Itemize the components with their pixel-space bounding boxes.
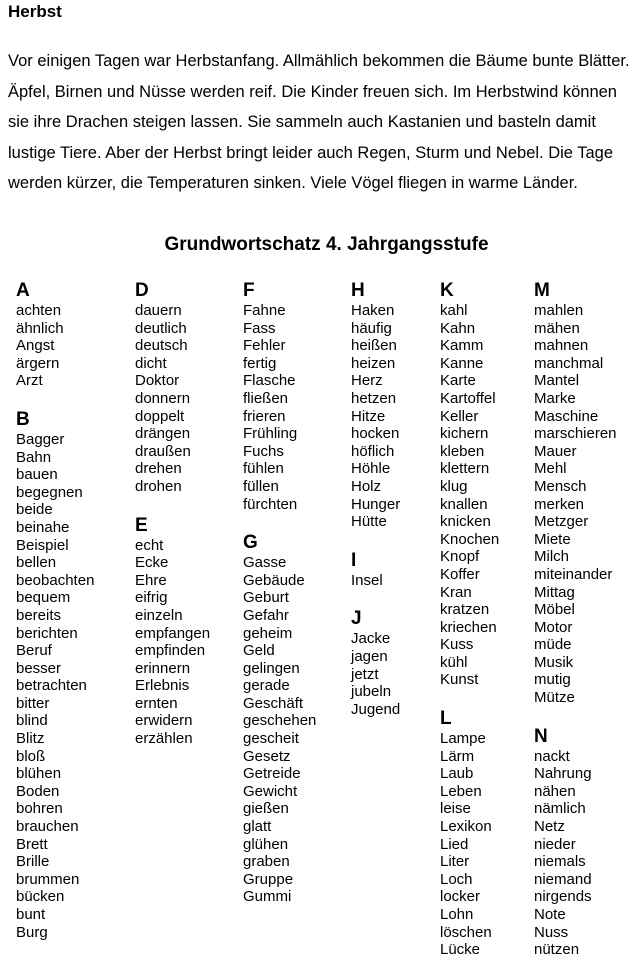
vocab-word: gerade <box>243 677 290 695</box>
vocab-word: drehen <box>135 460 182 478</box>
vocab-word: Bagger <box>16 430 65 448</box>
vocab-word: kriechen <box>440 618 497 636</box>
vocab-word: nämlich <box>534 800 586 818</box>
vocab-word: Bahn <box>16 448 52 466</box>
letter-heading: M <box>534 280 550 301</box>
vocab-word: erwidern <box>135 712 193 730</box>
vocab-word: Flasche <box>243 372 296 390</box>
vocab-word: graben <box>243 853 290 871</box>
vocab-word: ärgern <box>16 354 60 372</box>
vocab-word: Erlebnis <box>135 677 190 695</box>
vocab-word: Maschine <box>534 407 599 425</box>
vocab-word: Mütze <box>534 689 575 707</box>
vocab-word: geschehen <box>243 712 317 730</box>
vocab-word: Gummi <box>243 888 292 906</box>
vocab-word: Gasse <box>243 554 287 572</box>
vocab-word: gelingen <box>243 659 300 677</box>
vocab-word: Mensch <box>534 477 587 495</box>
vocab-word: mutig <box>534 671 571 689</box>
vocab-word: Lücke <box>440 941 481 959</box>
vocab-word: müde <box>534 636 572 654</box>
vocab-word: locker <box>440 888 481 906</box>
vocab-word: Loch <box>440 870 473 888</box>
vocab-word: berichten <box>16 624 78 642</box>
vocab-word: bücken <box>16 888 65 906</box>
vocab-word: geheim <box>243 624 293 642</box>
vocab-column <box>534 279 617 959</box>
vocab-word: achten <box>16 302 62 319</box>
vocab-word: gießen <box>243 800 289 818</box>
vocab-word: blind <box>16 712 48 730</box>
story-line: lustige Tiere. Aber der Herbst bringt leider auch Regen, Sturm und Nebel. Die Tage <box>8 143 614 162</box>
vocab-word: mahlen <box>534 302 584 319</box>
vocab-word: Geschäft <box>243 694 304 712</box>
vocab-column <box>135 279 210 748</box>
letter-group <box>135 514 210 748</box>
vocab-word: miteinander <box>534 565 613 583</box>
letter-heading: H <box>351 280 365 301</box>
vocab-word: Brille <box>16 853 50 871</box>
vocab-word: Kuss <box>440 636 474 654</box>
vocab-word: nieder <box>534 835 576 853</box>
vocab-word: Karte <box>440 372 476 390</box>
vocab-word: Blitz <box>16 730 45 748</box>
vocab-word: klettern <box>440 460 490 478</box>
vocab-word: nirgends <box>534 888 592 906</box>
vocab-word: Kunst <box>440 671 479 689</box>
vocab-word: Hunger <box>351 495 401 513</box>
letter-group <box>16 408 94 941</box>
vocab-word: nähen <box>534 782 576 800</box>
vocab-word: frieren <box>243 407 286 425</box>
vocab-word: Gebäude <box>243 571 305 589</box>
letter-group <box>243 279 316 513</box>
vocab-word: Frühling <box>243 425 298 443</box>
vocab-word: füllen <box>243 477 279 495</box>
vocab-word: Angst <box>16 337 55 355</box>
vocab-word: manchmal <box>534 354 604 372</box>
letter-group <box>351 607 400 718</box>
vocab-word: deutsch <box>135 337 188 355</box>
vocab-word: gescheit <box>243 730 299 748</box>
vocab-column <box>351 279 400 718</box>
vocab-word: fürchten <box>243 495 298 513</box>
vocab-word: klug <box>440 477 468 495</box>
vocab-word: Fehler <box>243 337 286 355</box>
vocab-word: empfangen <box>135 624 211 642</box>
vocab-word: nackt <box>534 747 570 765</box>
vocab-word: marschieren <box>534 425 617 443</box>
vocab-word: heißen <box>351 337 397 355</box>
vocab-word: Boden <box>16 782 60 800</box>
vocab-word: Metzger <box>534 513 589 531</box>
vocab-word: fühlen <box>243 460 284 478</box>
vocab-word: erinnern <box>135 659 191 677</box>
vocab-word: Marke <box>534 389 576 407</box>
vocab-word: Gefahr <box>243 606 289 624</box>
vocab-word: Gewicht <box>243 782 298 800</box>
vocab-word: beinahe <box>16 518 70 536</box>
letter-heading: L <box>440 708 452 730</box>
vocab-word: beobachten <box>16 571 95 589</box>
vocab-word: Mehl <box>534 460 567 478</box>
vocab-word: Kanne <box>440 354 484 372</box>
vocab-word: empfinden <box>135 642 206 660</box>
vocab-word: Kamm <box>440 337 484 355</box>
vocab-word: hetzen <box>351 389 397 407</box>
vocab-word: Insel <box>351 571 383 589</box>
vocab-word: drängen <box>135 425 191 443</box>
vocab-word: brummen <box>16 870 80 888</box>
vocab-word: draußen <box>135 442 191 460</box>
vocab-word: knallen <box>440 495 488 513</box>
vocab-word: doppelt <box>135 407 185 425</box>
letter-group <box>440 707 499 959</box>
vocab-word: Laub <box>440 765 474 783</box>
story-title: Herbst <box>8 2 62 21</box>
vocab-word: Geburt <box>243 589 289 607</box>
story-line: sie ihre Drachen steigen lassen. Sie sammeln auch Kastanien und basteln damit <box>8 113 596 132</box>
vocab-word: kühl <box>440 653 468 671</box>
letter-group <box>534 279 617 707</box>
vocab-word: erzählen <box>135 730 193 748</box>
vocab-word: deutlich <box>135 319 187 337</box>
vocab-word: Fahne <box>243 302 286 319</box>
vocab-word: ähnlich <box>16 319 64 337</box>
letter-heading: J <box>351 608 362 630</box>
letter-group <box>16 279 94 390</box>
vocab-word: niemand <box>534 870 592 888</box>
vocab-word: Netz <box>534 818 565 836</box>
letter-heading: D <box>135 280 149 301</box>
vocab-word: höflich <box>351 442 395 460</box>
vocab-word: blühen <box>16 765 62 783</box>
story-line: Äpfel, Birnen und Nüsse werden reif. Die Kinder freuen sich. Im Herbstwind können <box>8 82 617 101</box>
vocab-word: Koffer <box>440 565 480 583</box>
vocab-word: Leben <box>440 782 482 800</box>
vocab-word: glühen <box>243 835 289 853</box>
vocab-word: knicken <box>440 513 491 531</box>
vocab-word: Mantel <box>534 372 580 390</box>
vocab-word: Mittag <box>534 583 575 601</box>
vocab-word: bequem <box>16 589 71 607</box>
letter-heading: B <box>16 408 30 430</box>
vocab-word: einzeln <box>135 606 183 624</box>
vocab-word: Jugend <box>351 700 401 718</box>
vocab-word: Jacke <box>351 630 391 648</box>
vocab-word: bellen <box>16 554 57 572</box>
vocab-word: beide <box>16 501 53 519</box>
vocab-word: Ecke <box>135 554 169 572</box>
vocab-word: Nuss <box>534 923 569 941</box>
letter-group <box>351 549 400 590</box>
vocab-word: Mauer <box>534 442 577 460</box>
letter-heading: E <box>135 514 148 536</box>
vocab-word: betrachten <box>16 677 87 695</box>
vocab-word: mahnen <box>534 337 589 355</box>
vocab-word: leise <box>440 800 471 818</box>
vocab-word: nützen <box>534 941 580 959</box>
vocab-word: Haken <box>351 302 395 319</box>
vocab-word: jagen <box>351 647 388 665</box>
letter-group <box>440 279 499 689</box>
vocab-word: Milch <box>534 548 570 566</box>
vocab-column <box>16 279 94 941</box>
vocab-word: Fuchs <box>243 442 284 460</box>
vocab-word: dauern <box>135 302 182 319</box>
vocab-word: Beispiel <box>16 536 69 554</box>
vocab-word: brauchen <box>16 818 79 836</box>
vocab-word: ernten <box>135 694 178 712</box>
vocab-word: donnern <box>135 389 191 407</box>
vocab-column <box>243 279 316 906</box>
letter-heading: N <box>534 725 548 747</box>
vocab-word: Liter <box>440 853 470 871</box>
vocab-word: Lied <box>440 835 469 853</box>
vocab-word: hocken <box>351 425 400 443</box>
vocab-word: häufig <box>351 319 392 337</box>
vocab-word: mähen <box>534 319 580 337</box>
vocab-word: begegnen <box>16 483 83 501</box>
vocab-title: Grundwortschatz 4. Jahrgangsstufe <box>164 234 489 255</box>
vocab-word: kratzen <box>440 601 490 619</box>
vocab-word: Lexikon <box>440 818 492 836</box>
letter-heading: A <box>16 280 30 301</box>
letter-group <box>135 279 210 496</box>
vocab-word: besser <box>16 659 62 677</box>
vocab-word: Höhle <box>351 460 391 478</box>
letter-group <box>351 279 400 531</box>
vocab-word: drohen <box>135 477 182 495</box>
vocab-word: fertig <box>243 354 277 372</box>
vocab-word: dicht <box>135 354 167 372</box>
vocab-word: Kran <box>440 583 472 601</box>
vocab-word: Getreide <box>243 765 301 783</box>
vocab-word: Note <box>534 906 566 923</box>
vocab-word: jubeln <box>351 683 392 701</box>
vocab-word: bohren <box>16 800 63 818</box>
vocab-word: löschen <box>440 923 492 941</box>
vocab-word: Lohn <box>440 906 474 923</box>
vocab-word: echt <box>135 536 164 554</box>
vocab-word: Geld <box>243 642 275 660</box>
vocab-word: kleben <box>440 442 485 460</box>
vocab-word: eifrig <box>135 589 168 607</box>
vocab-word: bunt <box>16 906 46 923</box>
vocab-word: bloß <box>16 747 46 765</box>
vocab-word: bauen <box>16 466 58 484</box>
letter-heading: G <box>243 532 258 554</box>
vocab-word: Miete <box>534 530 571 548</box>
vocab-word: Kahn <box>440 319 476 337</box>
vocab-word: Hütte <box>351 513 387 531</box>
vocab-word: merken <box>534 495 585 513</box>
vocab-word: glatt <box>243 818 272 836</box>
vocab-word: Burg <box>16 923 48 941</box>
vocab-word: Musik <box>534 653 574 671</box>
vocab-word: Hitze <box>351 407 386 425</box>
vocab-word: Knochen <box>440 530 500 548</box>
vocab-word: Gesetz <box>243 747 291 765</box>
vocab-word: Arzt <box>16 372 43 390</box>
vocab-word: Nahrung <box>534 765 592 783</box>
vocab-word: kichern <box>440 425 489 443</box>
letter-heading: F <box>243 280 255 301</box>
letter-group <box>243 531 316 906</box>
vocab-word: Gruppe <box>243 870 294 888</box>
vocab-word: Doktor <box>135 372 180 390</box>
vocab-word: Herz <box>351 372 383 390</box>
vocab-word: Ehre <box>135 571 167 589</box>
vocab-word: bereits <box>16 606 62 624</box>
vocab-word: Kartoffel <box>440 389 496 407</box>
vocab-word: heizen <box>351 354 396 372</box>
vocab-word: Lampe <box>440 730 486 748</box>
letter-group <box>534 725 617 959</box>
story-text <box>8 46 638 199</box>
vocab-word: fließen <box>243 389 289 407</box>
vocab-word: Lärm <box>440 747 475 765</box>
story-line: Vor einigen Tagen war Herbstanfang. Allmählich bekommen die Bäume bunte Blätter. <box>8 52 630 70</box>
letter-heading: K <box>440 280 454 301</box>
vocab-word: kahl <box>440 302 468 319</box>
vocab-word: Motor <box>534 618 573 636</box>
vocab-word: Möbel <box>534 601 575 619</box>
vocab-word: Knopf <box>440 548 480 566</box>
vocab-word: niemals <box>534 853 586 871</box>
story-line: werden kürzer, die Temperaturen sinken. Viele Vögel fliegen in warme Länder. <box>8 174 578 193</box>
vocab-word: Holz <box>351 477 382 495</box>
vocab-word: Beruf <box>16 642 52 660</box>
vocab-word: bitter <box>16 694 50 712</box>
vocab-word: Keller <box>440 407 479 425</box>
vocab-word: Fass <box>243 319 276 337</box>
vocab-word: Brett <box>16 835 48 853</box>
vocab-column <box>440 279 499 959</box>
vocab-word: jetzt <box>351 665 379 683</box>
letter-heading: I <box>351 549 357 571</box>
